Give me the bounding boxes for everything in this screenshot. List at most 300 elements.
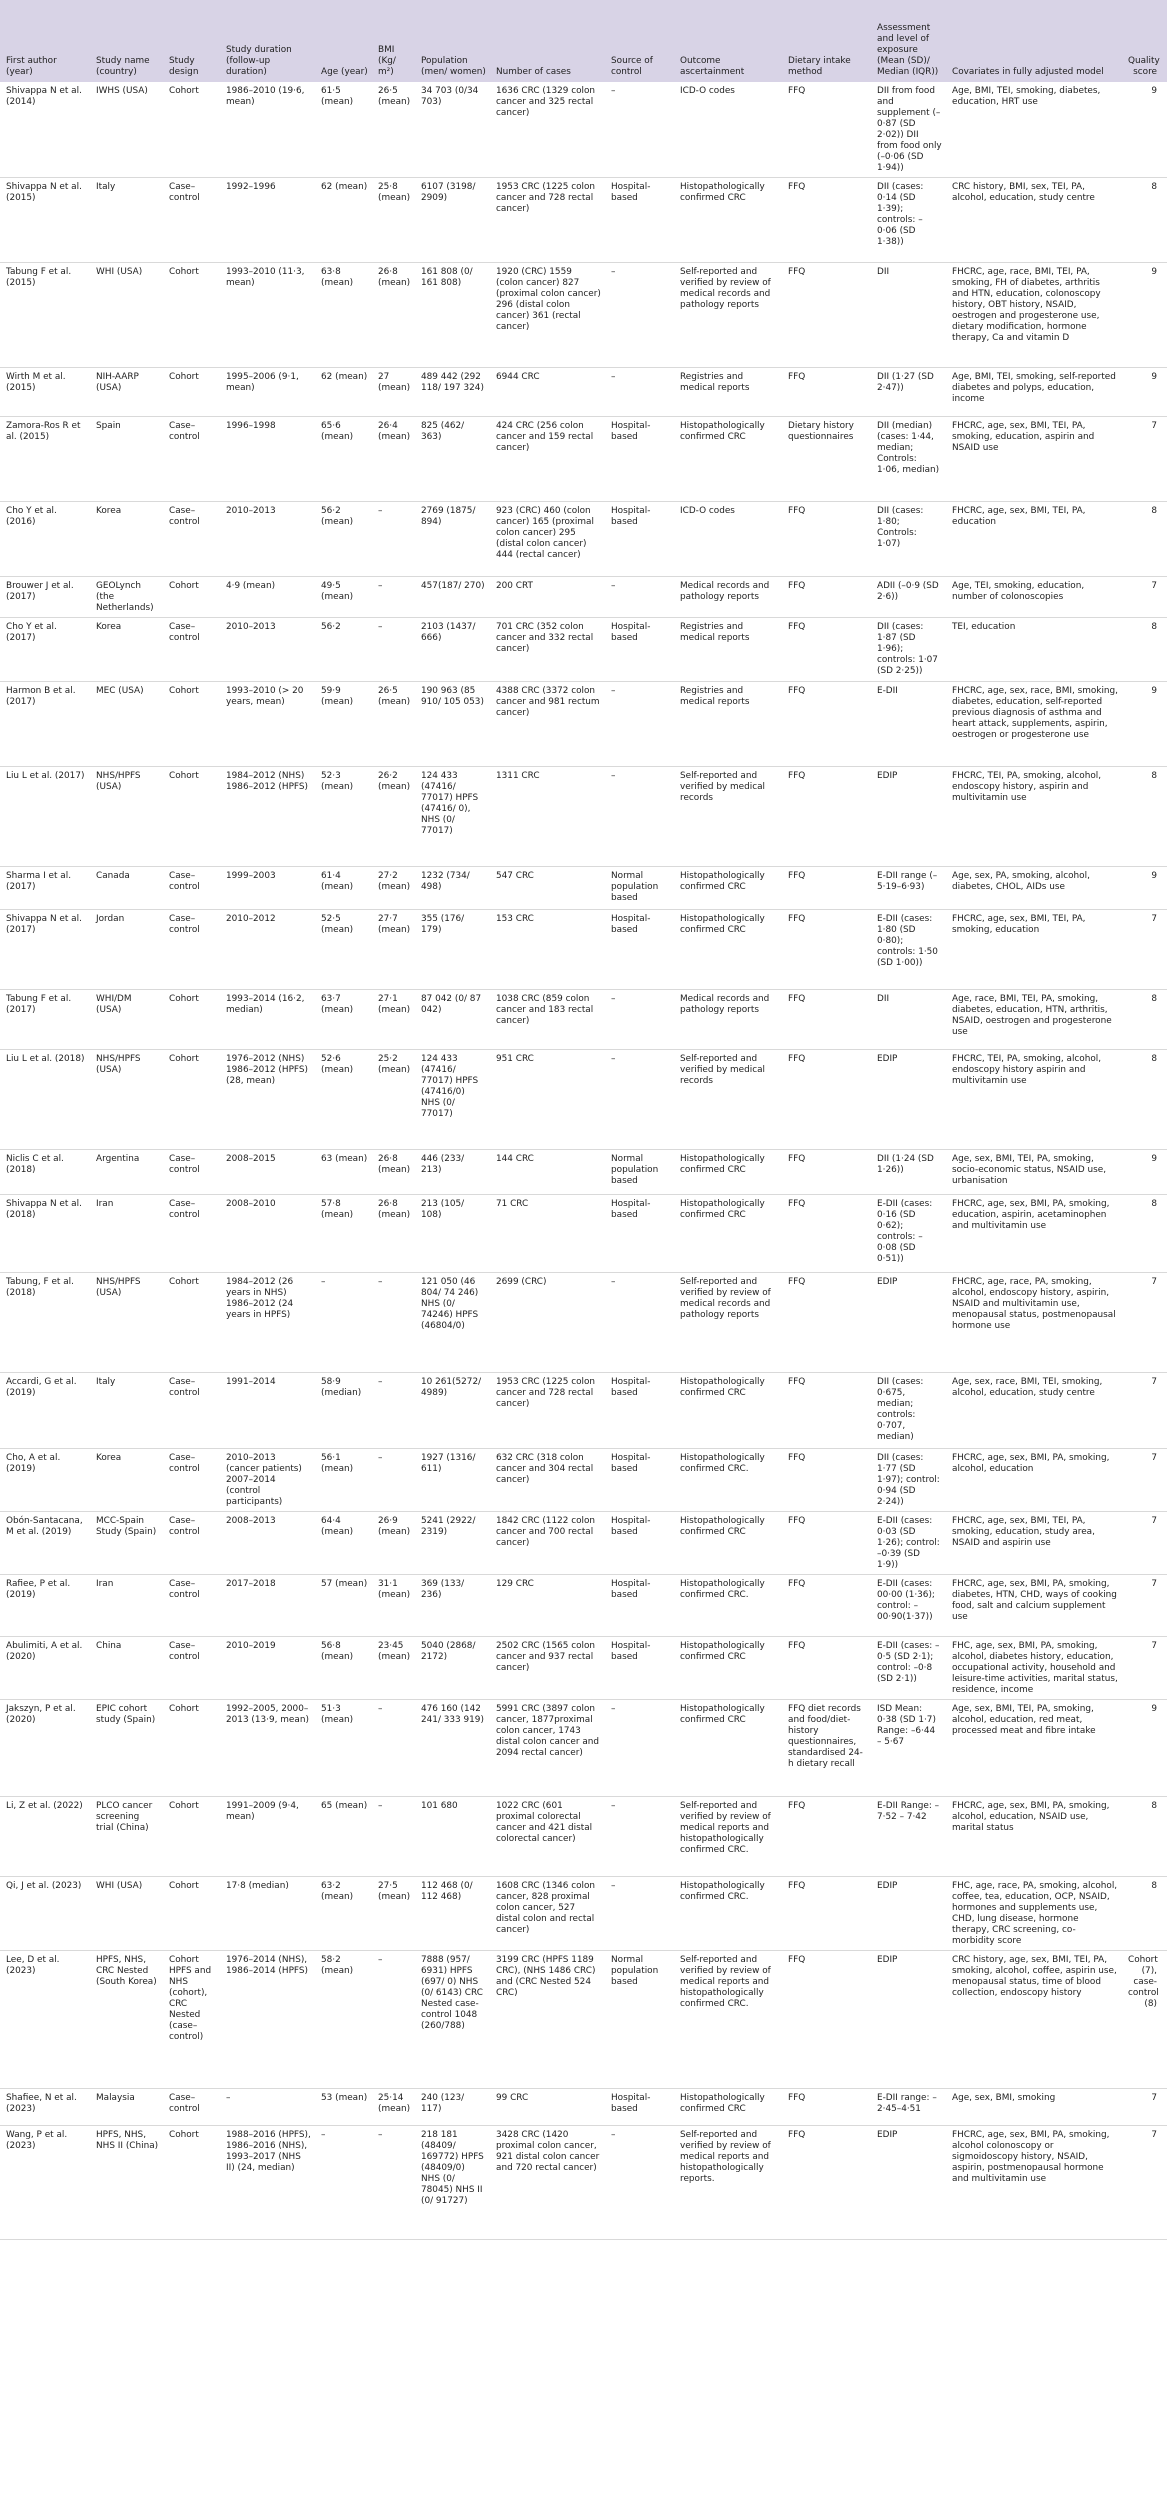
table-cell: – (372, 2126, 415, 2240)
table-cell: 200 CRT (490, 577, 605, 618)
table-cell: – (605, 681, 674, 766)
table-cell: HPFS, NHS, NHS II (China) (90, 2126, 163, 2240)
table-row (0, 2089, 1167, 2126)
table-cell: 1608 CRC (1346 colon cancer, 828 proximal colon cancer, 527 distal colon and rectal cancer) (490, 1876, 605, 1950)
table-row (0, 368, 1167, 417)
table-cell: 58·9 (median) (315, 1372, 372, 1448)
table-cell: DII (cases: 0·675, median; controls: 0·707, median) (871, 1372, 946, 1448)
table-row (0, 1876, 1167, 1950)
table-cell: Accardi, G et al. (2019) (0, 1372, 90, 1448)
table-cell: 26·8 (mean) (372, 1194, 415, 1272)
table-cell: 1984–2012 (26 years in NHS) 1986–2012 (24 years in HPFS) (220, 1272, 315, 1372)
table-cell: FFQ (782, 866, 871, 909)
table-cell: 26·2 (mean) (372, 766, 415, 866)
table-cell: 52·6 (mean) (315, 1049, 372, 1149)
table-cell: FFQ (782, 577, 871, 618)
table-cell: E-DII (cases: –0·5 (SD 2·1); control: –0·8 (SD 2·1)) (871, 1636, 946, 1699)
table-cell: 2502 CRC (1565 colon cancer and 937 rectal cancer) (490, 1636, 605, 1699)
table-cell: 457(187/ 270) (415, 577, 490, 618)
table-cell: – (605, 1272, 674, 1372)
table-row (0, 1951, 1167, 2089)
table-cell: 9 (1122, 1699, 1167, 1796)
table-cell: Shafiee, N et al. (2023) (0, 2089, 90, 2126)
table-cell: FFQ (782, 1194, 871, 1272)
table-cell: Argentina (90, 1149, 163, 1194)
table-cell: 65 (mean) (315, 1796, 372, 1876)
table-cell: Case–control (163, 1194, 220, 1272)
table-cell: Age, sex, BMI, smoking (946, 2089, 1122, 2126)
table-cell: Cohort (163, 989, 220, 1049)
table-cell: 56·2 (315, 618, 372, 681)
table-cell: Brouwer J et al. (2017) (0, 577, 90, 618)
table-cell: 7 (1122, 1511, 1167, 1574)
table-cell: EDIP (871, 766, 946, 866)
table-cell: NHS/HPFS (USA) (90, 766, 163, 866)
table-cell: FFQ (782, 1876, 871, 1950)
table-cell: Medical records and pathology reports (674, 577, 782, 618)
table-header (0, 0, 1167, 82)
table-cell: – (372, 1372, 415, 1448)
table-cell: DII (871, 263, 946, 368)
column-header: Dietary intake method (782, 0, 871, 82)
table-cell: Case–control (163, 2089, 220, 2126)
table-cell: 56·8 (mean) (315, 1636, 372, 1699)
column-header: Study name (country) (90, 0, 163, 82)
table-cell: FFQ (782, 82, 871, 178)
table-cell: China (90, 1636, 163, 1699)
table-row (0, 82, 1167, 178)
table-cell: 64·4 (mean) (315, 1511, 372, 1574)
table-cell: Histopathologically confirmed CRC (674, 1194, 782, 1272)
table-cell: 7 (1122, 909, 1167, 989)
table-cell: Age, BMI, TEI, smoking, diabetes, education, HRT use (946, 82, 1122, 178)
table-cell: Cohort (163, 577, 220, 618)
table-cell: Hospital-based (605, 1372, 674, 1448)
table-cell: Case–control (163, 417, 220, 502)
table-cell: Cohort (7), case-control (8) (1122, 1951, 1167, 2089)
table-cell: 53 (mean) (315, 2089, 372, 2126)
table-cell: FHCRC, age, sex, BMI, PA, smoking, diabetes, HTN, CHD, ways of cooking food, salt and calcium supplement use (946, 1574, 1122, 1636)
table-cell: 8 (1122, 989, 1167, 1049)
table-cell: – (372, 577, 415, 618)
table-cell: WHI/DM (USA) (90, 989, 163, 1049)
table-row (0, 681, 1167, 766)
table-cell: NIH-AARP (USA) (90, 368, 163, 417)
table-cell: 161 808 (0/ 161 808) (415, 263, 490, 368)
table-cell: 27 (mean) (372, 368, 415, 417)
header-row (0, 0, 1167, 82)
table-cell: GEOLynch (the Netherlands) (90, 577, 163, 618)
table-cell: FFQ (782, 1511, 871, 1574)
table-cell: 63·2 (mean) (315, 1876, 372, 1950)
table-cell: 56·2 (mean) (315, 502, 372, 577)
table-cell: FHCRC, age, sex, BMI, PA, smoking, education, aspirin, acetaminophen and multivitamin use (946, 1194, 1122, 1272)
table-cell: 5040 (2868/ 2172) (415, 1636, 490, 1699)
table-cell: Cohort (163, 766, 220, 866)
table-cell: Hospital-based (605, 1511, 674, 1574)
table-cell: 7 (1122, 1448, 1167, 1511)
table-cell: FHCRC, age, sex, BMI, TEI, PA, smoking, education (946, 909, 1122, 989)
table-cell: FHCRC, age, sex, race, BMI, smoking, diabetes, education, self-reported previous diagnosis of asthma and heart attack, supplements, aspirin, oestrogen or progesterone use (946, 681, 1122, 766)
table-cell: ADII (–0·9 (SD 2·6)) (871, 577, 946, 618)
table-cell: Hospital-based (605, 502, 674, 577)
table-cell: 632 CRC (318 colon cancer and 304 rectal cancer) (490, 1448, 605, 1511)
table-cell: – (605, 1876, 674, 1950)
table-cell: Wang, P et al. (2023) (0, 2126, 90, 2240)
column-header: Age (year) (315, 0, 372, 82)
table-cell: 1996–1998 (220, 417, 315, 502)
table-cell: CRC history, BMI, sex, TEI, PA, alcohol, education, study centre (946, 178, 1122, 263)
table-cell: 8 (1122, 1876, 1167, 1950)
table-cell: 27·7 (mean) (372, 909, 415, 989)
table-cell: Self-reported and verified by review of medical reports and histopathologically confirmed CRC. (674, 1951, 782, 2089)
table-cell: 7 (1122, 2089, 1167, 2126)
table-cell: Self-reported and verified by review of medical records and pathology reports (674, 1272, 782, 1372)
table-cell: 369 (133/ 236) (415, 1574, 490, 1636)
table-cell: 8 (1122, 1796, 1167, 1876)
table-cell: 4388 CRC (3372 colon cancer and 981 rectum cancer) (490, 681, 605, 766)
table-cell: Cohort HPFS and NHS (cohort), CRC Nested (case–control) (163, 1951, 220, 2089)
table-row (0, 577, 1167, 618)
table-cell: – (605, 989, 674, 1049)
table-cell: 6107 (3198/ 2909) (415, 178, 490, 263)
table-cell: Shivappa N et al. (2014) (0, 82, 90, 178)
table-row (0, 178, 1167, 263)
table-cell: E-DII range: –2·45–4·51 (871, 2089, 946, 2126)
table-cell: Hospital-based (605, 417, 674, 502)
table-cell: Self-reported and verified by medical records (674, 766, 782, 866)
table-cell: DII (cases: 1·87 (SD 1·96); controls: 1·07 (SD 2·25)) (871, 618, 946, 681)
table-cell: 489 442 (292 118/ 197 324) (415, 368, 490, 417)
table-cell: EDIP (871, 1951, 946, 2089)
table-cell: E-DII (cases: 0·03 (SD 1·26); control: –0·39 (SD 1·9)) (871, 1511, 946, 1574)
table-cell: Spain (90, 417, 163, 502)
column-header: Source of control (605, 0, 674, 82)
table-cell: FFQ (782, 1574, 871, 1636)
table-cell: 1038 CRC (859 colon cancer and 183 rectal cancer) (490, 989, 605, 1049)
table-cell: 26·5 (mean) (372, 681, 415, 766)
table-cell: 1311 CRC (490, 766, 605, 866)
table-cell: Age, sex, BMI, TEI, PA, smoking, socio-economic status, NSAID use, urbanisation (946, 1149, 1122, 1194)
table-cell: Histopathologically confirmed CRC (674, 1149, 782, 1194)
table-cell: Cho Y et al. (2017) (0, 618, 90, 681)
table-cell: Histopathologically confirmed CRC (674, 1372, 782, 1448)
table-cell: 59·9 (mean) (315, 681, 372, 766)
table-cell: WHI (USA) (90, 263, 163, 368)
table-cell: Age, sex, BMI, TEI, PA, smoking, alcohol, education, red meat, processed meat and fibre intake (946, 1699, 1122, 1796)
table-cell: 57 (mean) (315, 1574, 372, 1636)
table-cell: 1976–2014 (NHS), 1986–2014 (HPFS) (220, 1951, 315, 2089)
column-header: First author (year) (0, 0, 90, 82)
table-cell: FHCRC, age, race, BMI, TEI, PA, smoking, FH of diabetes, arthritis and HTN, education, colonoscopy history, OBT history, NSAID, oestrogen and progesterone use, dietary modification, hormone therapy, Ca and vitamin D (946, 263, 1122, 368)
table-cell: 825 (462/ 363) (415, 417, 490, 502)
table-cell: Zamora-Ros R et al. (2015) (0, 417, 90, 502)
table-row (0, 1194, 1167, 1272)
table-cell: 8 (1122, 618, 1167, 681)
table-cell: 63·7 (mean) (315, 989, 372, 1049)
table-cell: TEI, education (946, 618, 1122, 681)
table-cell: 7 (1122, 2126, 1167, 2240)
table-cell: DII (cases: 0·14 (SD 1·39); controls: –0·06 (SD 1·38)) (871, 178, 946, 263)
table-cell: 2008–2015 (220, 1149, 315, 1194)
table-cell: – (605, 263, 674, 368)
table-row (0, 1448, 1167, 1511)
table-cell: Hospital-based (605, 1636, 674, 1699)
table-row (0, 417, 1167, 502)
table-row (0, 989, 1167, 1049)
table-cell: Normal population based (605, 1149, 674, 1194)
table-cell: 1993–2014 (16·2, median) (220, 989, 315, 1049)
table-cell: 8 (1122, 1194, 1167, 1272)
table-cell: Cohort (163, 368, 220, 417)
table-cell: Shivappa N et al. (2015) (0, 178, 90, 263)
table-cell: 87 042 (0/ 87 042) (415, 989, 490, 1049)
table-cell: FHC, age, sex, BMI, PA, smoking, alcohol, diabetes history, education, occupational activity, household and leisure-time activities, marital status, residence, income (946, 1636, 1122, 1699)
table-cell: Registries and medical reports (674, 681, 782, 766)
table-cell: EDIP (871, 1272, 946, 1372)
table-cell: Tabung F et al. (2017) (0, 989, 90, 1049)
table-cell: Shivappa N et al. (2017) (0, 909, 90, 989)
table-cell: 2769 (1875/ 894) (415, 502, 490, 577)
table-cell: 7 (1122, 577, 1167, 618)
table-cell: 25·14 (mean) (372, 2089, 415, 2126)
table-cell: DII (median) (cases: 1·44, median; Controls: 1·06, median) (871, 417, 946, 502)
table-cell: FHCRC, TEI, PA, smoking, alcohol, endoscopy history aspirin and multivitamin use (946, 1049, 1122, 1149)
table-cell: 1988–2016 (HPFS), 1986–2016 (NHS), 1993–2017 (NHS II) (24, median) (220, 2126, 315, 2240)
table-cell: Hospital-based (605, 1574, 674, 1636)
table-cell: Histopathologically confirmed CRC. (674, 1574, 782, 1636)
table-cell: Hospital-based (605, 1194, 674, 1272)
table-cell: Malaysia (90, 2089, 163, 2126)
table-cell: 26·4 (mean) (372, 417, 415, 502)
table-cell: 58·2 (mean) (315, 1951, 372, 2089)
table-cell: Hospital-based (605, 178, 674, 263)
table-cell: 701 CRC (352 colon cancer and 332 rectal cancer) (490, 618, 605, 681)
table-row (0, 1372, 1167, 1448)
table-cell: Shivappa N et al. (2018) (0, 1194, 90, 1272)
table-cell: 27·2 (mean) (372, 866, 415, 909)
table-cell: 31·1 (mean) (372, 1574, 415, 1636)
table-cell: ICD-O codes (674, 502, 782, 577)
table-cell: Cohort (163, 82, 220, 178)
table-cell: Histopathologically confirmed CRC. (674, 1876, 782, 1950)
table-cell: 9 (1122, 82, 1167, 178)
table-cell: 23·45 (mean) (372, 1636, 415, 1699)
table-cell: Italy (90, 1372, 163, 1448)
table-cell: 26·9 (mean) (372, 1511, 415, 1574)
table-cell: PLCO cancer screening trial (China) (90, 1796, 163, 1876)
table-cell: – (605, 577, 674, 618)
table-cell: 1991–2009 (9·4, mean) (220, 1796, 315, 1876)
table-cell: Li, Z et al. (2022) (0, 1796, 90, 1876)
table-cell: 2017–2018 (220, 1574, 315, 1636)
table-cell: 9 (1122, 1149, 1167, 1194)
table-cell: 57·8 (mean) (315, 1194, 372, 1272)
table-cell: 27·1 (mean) (372, 989, 415, 1049)
table-cell: Histopathologically confirmed CRC (674, 866, 782, 909)
table-cell: 112 468 (0/ 112 468) (415, 1876, 490, 1950)
table-cell: Self-reported and verified by review of medical reports and histopathologically reports. (674, 2126, 782, 2240)
table-cell: FFQ diet records and food/diet-history questionnaires, standardised 24-h dietary recall (782, 1699, 871, 1796)
table-cell: Tabung F et al. (2015) (0, 263, 90, 368)
table-cell: Normal population based (605, 1951, 674, 2089)
table-cell: 49·5 (mean) (315, 577, 372, 618)
table-cell: 2010–2012 (220, 909, 315, 989)
table-row (0, 1049, 1167, 1149)
table-cell: Histopathologically confirmed CRC (674, 1636, 782, 1699)
table-cell: 7 (1122, 1272, 1167, 1372)
table-cell: 63·8 (mean) (315, 263, 372, 368)
table-cell: 10 261(5272/ 4989) (415, 1372, 490, 1448)
table-cell: FFQ (782, 368, 871, 417)
table-cell: – (372, 502, 415, 577)
table-cell: Self-reported and verified by review of medical records and pathology reports (674, 263, 782, 368)
table-cell: 62 (mean) (315, 368, 372, 417)
table-row (0, 263, 1167, 368)
table-cell: 144 CRC (490, 1149, 605, 1194)
table-cell: 1232 (734/ 498) (415, 866, 490, 909)
table-cell: 2010–2019 (220, 1636, 315, 1699)
table-cell: 129 CRC (490, 1574, 605, 1636)
table-cell: Hospital-based (605, 618, 674, 681)
table-cell: Case–control (163, 502, 220, 577)
table-row (0, 866, 1167, 909)
table-cell: FFQ (782, 766, 871, 866)
table-cell: Age, BMI, TEI, smoking, self-reported diabetes and polyps, education, income (946, 368, 1122, 417)
table-cell: 153 CRC (490, 909, 605, 989)
table-cell: FFQ (782, 1796, 871, 1876)
table-cell: 63 (mean) (315, 1149, 372, 1194)
column-header: Outcome ascertainment (674, 0, 782, 82)
table-cell: E-DII (cases: 00·00 (1·36); control: –00·90(1·37)) (871, 1574, 946, 1636)
table-cell: 99 CRC (490, 2089, 605, 2126)
table-cell: FFQ (782, 1448, 871, 1511)
table-cell: Cohort (163, 1049, 220, 1149)
table-cell: Cohort (163, 1876, 220, 1950)
table-cell: 8 (1122, 1049, 1167, 1149)
table-cell: FFQ (782, 178, 871, 263)
table-row (0, 1149, 1167, 1194)
table-cell: 25·2 (mean) (372, 1049, 415, 1149)
table-row (0, 2126, 1167, 2240)
table-cell: Histopathologically confirmed CRC (674, 2089, 782, 2126)
table-cell: IWHS (USA) (90, 82, 163, 178)
table-cell: WHI (USA) (90, 1876, 163, 1950)
table-cell: 2010–2013 (220, 502, 315, 577)
table-cell: Liu L et al. (2017) (0, 766, 90, 866)
table-cell: – (605, 1796, 674, 1876)
table-cell: Korea (90, 1448, 163, 1511)
column-header: Number of cases (490, 0, 605, 82)
table-cell: 121 050 (46 804/ 74 246) NHS (0/ 74246) HPFS (46804/0) (415, 1272, 490, 1372)
table-cell: 2010–2013 (cancer patients) 2007–2014 (control participants) (220, 1448, 315, 1511)
table-cell: Qi, J et al. (2023) (0, 1876, 90, 1950)
table-cell: 951 CRC (490, 1049, 605, 1149)
table-cell: FFQ (782, 1149, 871, 1194)
table-cell: Age, sex, PA, smoking, alcohol, diabetes, CHOL, AIDs use (946, 866, 1122, 909)
table-cell: 190 963 (85 910/ 105 053) (415, 681, 490, 766)
table-cell: – (372, 1796, 415, 1876)
table-cell: 7 (1122, 1372, 1167, 1448)
table-cell: DII (1·24 (SD 1·26)) (871, 1149, 946, 1194)
table-cell: 65·6 (mean) (315, 417, 372, 502)
table-cell: 1927 (1316/ 611) (415, 1448, 490, 1511)
table-cell: – (605, 82, 674, 178)
table-cell: Obón-Santacana, M et al. (2019) (0, 1511, 90, 1574)
table-cell: 8 (1122, 502, 1167, 577)
table-cell: MCC-Spain Study (Spain) (90, 1511, 163, 1574)
table-cell: NHS/HPFS (USA) (90, 1272, 163, 1372)
table-cell: FFQ (782, 1372, 871, 1448)
table-cell: Histopathologically confirmed CRC (674, 1699, 782, 1796)
table-cell: Case–control (163, 866, 220, 909)
table-cell: – (372, 1951, 415, 2089)
table-cell: E-DII (cases: 0·16 (SD 0·62); controls: –0·08 (SD 0·51)) (871, 1194, 946, 1272)
table-cell: Self-reported and verified by medical records (674, 1049, 782, 1149)
table-cell: FFQ (782, 263, 871, 368)
table-cell: E-DII (871, 681, 946, 766)
table-cell: 51·3 (mean) (315, 1699, 372, 1796)
table-cell: Korea (90, 618, 163, 681)
table-row (0, 1636, 1167, 1699)
table-body (0, 82, 1167, 2240)
table-row (0, 1574, 1167, 1636)
table-cell: FFQ (782, 681, 871, 766)
table-cell: FFQ (782, 1272, 871, 1372)
table-cell: FFQ (782, 2126, 871, 2240)
table-cell: Cohort (163, 681, 220, 766)
table-cell: 52·3 (mean) (315, 766, 372, 866)
table-cell: Canada (90, 866, 163, 909)
table-cell: 61·4 (mean) (315, 866, 372, 909)
table-cell: DII (cases: 1·80; Controls: 1·07) (871, 502, 946, 577)
table-cell: 424 CRC (256 colon cancer and 159 rectal cancer) (490, 417, 605, 502)
table-cell: 1992–2005, 2000–2013 (13·9, mean) (220, 1699, 315, 1796)
table-cell: EPIC cohort study (Spain) (90, 1699, 163, 1796)
table-row (0, 1272, 1167, 1372)
table-cell: Case–control (163, 618, 220, 681)
table-cell: 52·5 (mean) (315, 909, 372, 989)
table-cell: 26·5 (mean) (372, 82, 415, 178)
table-cell: NHS/HPFS (USA) (90, 1049, 163, 1149)
table-cell: – (605, 1699, 674, 1796)
table-cell: 71 CRC (490, 1194, 605, 1272)
table-cell: Cohort (163, 1272, 220, 1372)
table-cell: Rafiee, P et al. (2019) (0, 1574, 90, 1636)
table-cell: 355 (176/ 179) (415, 909, 490, 989)
table-row (0, 1511, 1167, 1574)
table-cell: 2010–2013 (220, 618, 315, 681)
table-cell: FHCRC, age, sex, BMI, TEI, PA, smoking, education, aspirin and NSAID use (946, 417, 1122, 502)
table-cell: FHCRC, age, race, PA, smoking, alcohol, endoscopy history, aspirin, NSAID and multivitamin use, menopausal status, postmenopausal hormone use (946, 1272, 1122, 1372)
table-cell: 34 703 (0/34 703) (415, 82, 490, 178)
table-cell: FHCRC, age, sex, BMI, TEI, PA, smoking, education, study area, NSAID and aspirin use (946, 1511, 1122, 1574)
table-cell: 7 (1122, 1574, 1167, 1636)
table-cell: 5991 CRC (3897 colon cancer, 1877proximal colon cancer, 1743 distal colon cancer and 2094 rectal cancer) (490, 1699, 605, 1796)
table-row (0, 1699, 1167, 1796)
table-cell: 1636 CRC (1329 colon cancer and 325 rectal cancer) (490, 82, 605, 178)
table-cell: – (605, 1049, 674, 1149)
table-cell: Cohort (163, 1699, 220, 1796)
table-cell: 124 433 (47416/ 77017) HPFS (47416/0) NHS (0/ 77017) (415, 1049, 490, 1149)
table-cell: Cohort (163, 1796, 220, 1876)
table-cell: ISD Mean: 0·38 (SD 1·7) Range: –6·44 – 5·67 (871, 1699, 946, 1796)
table-cell: HPFS, NHS, CRC Nested (South Korea) (90, 1951, 163, 2089)
table-cell: 1986–2010 (19·6, mean) (220, 82, 315, 178)
table-cell: 1022 CRC (601 proximal colorectal cancer and 421 distal colorectal cancer) (490, 1796, 605, 1876)
table-cell: FFQ (782, 1049, 871, 1149)
table-cell: 61·5 (mean) (315, 82, 372, 178)
